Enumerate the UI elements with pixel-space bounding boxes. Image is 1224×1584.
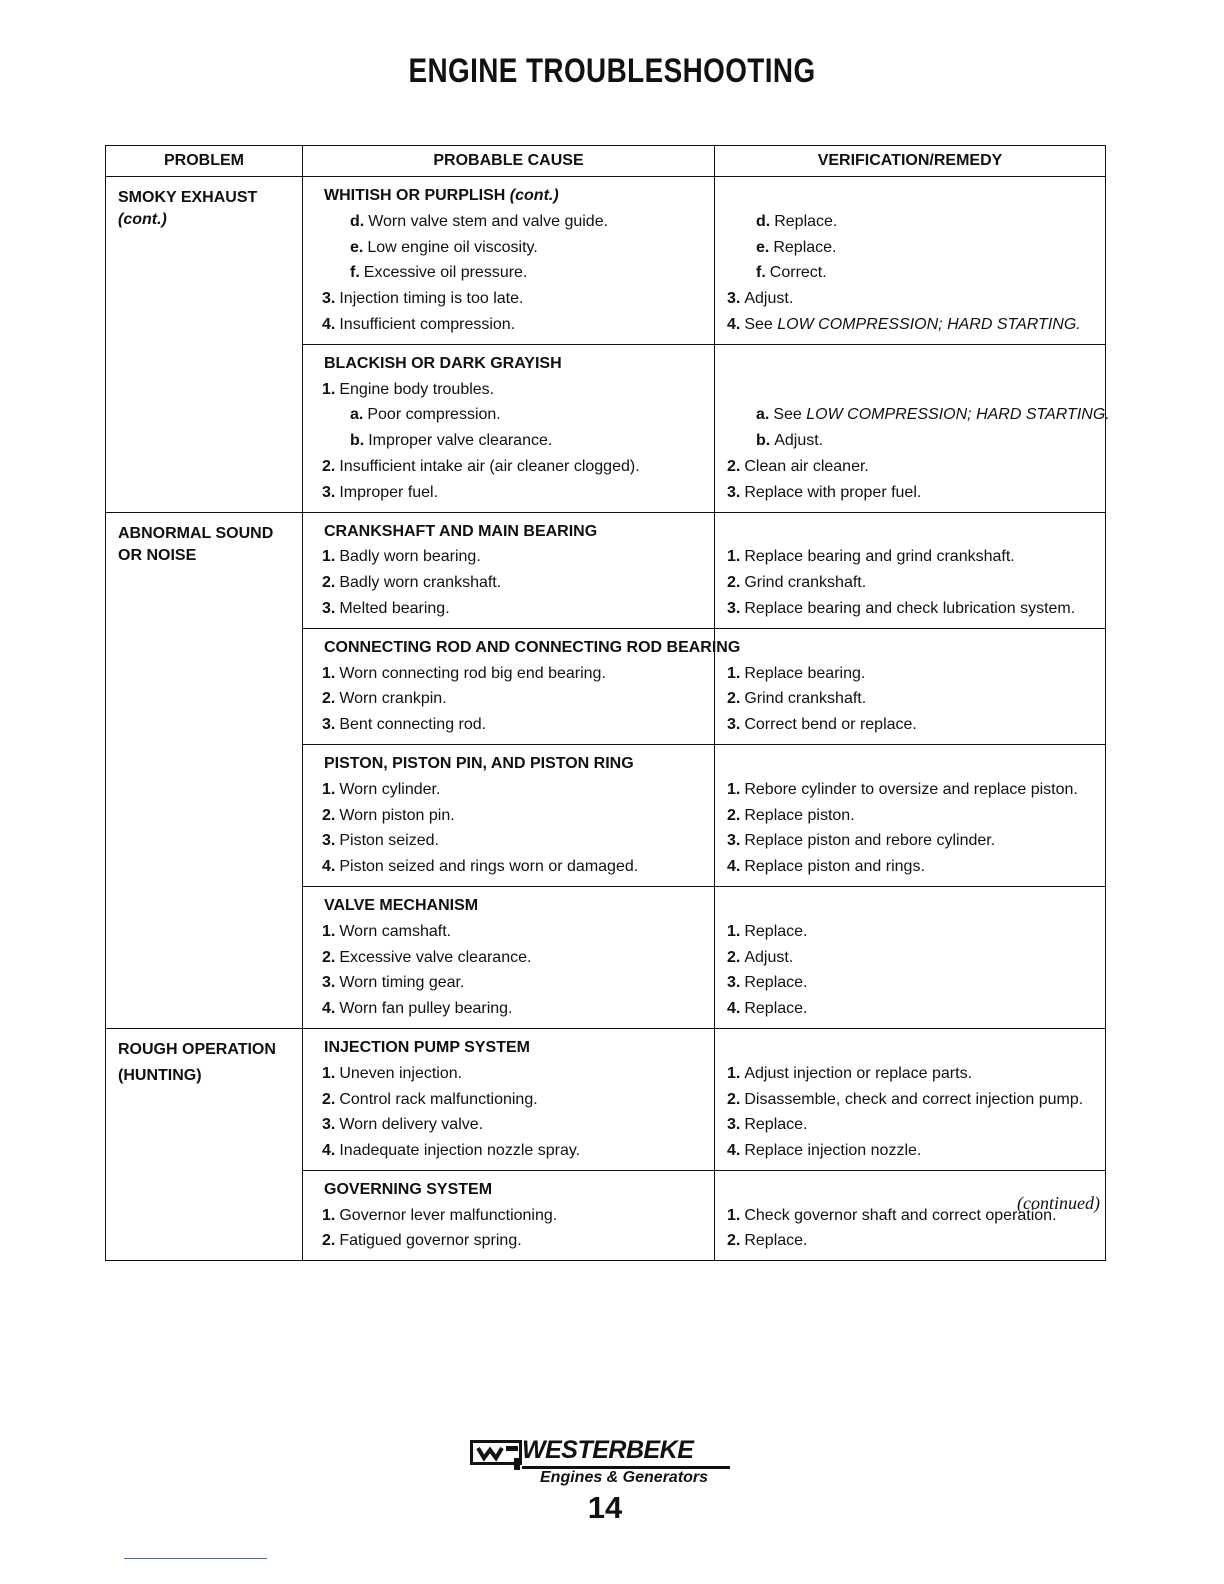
- problem-suffix: (cont.): [118, 211, 167, 228]
- remedy-cell: [715, 628, 1106, 744]
- list-item: 1. Worn cylinder.: [322, 780, 441, 798]
- list-item: d. Worn valve stem and valve guide.: [350, 212, 609, 230]
- list-item: 3. Adjust.: [727, 290, 794, 308]
- list-item: 2. Worn crankpin.: [322, 690, 447, 708]
- list-item: 3. Piston seized.: [322, 832, 439, 850]
- cause-heading: VALVE MECHANISM: [324, 896, 479, 914]
- list-item: 4. Worn fan pulley bearing.: [322, 1000, 513, 1018]
- remedy-cell: [715, 886, 1106, 1028]
- problem-cell: [106, 1028, 303, 1260]
- remedy-cell: [715, 1028, 1106, 1170]
- cause-cell: [303, 512, 715, 628]
- cause-cell: [303, 1028, 715, 1170]
- list-item: 1. Check governor shaft and correct operation.: [727, 1206, 1057, 1224]
- cause-cell: [303, 628, 741, 744]
- list-item: 2. Disassemble, check and correct injection pump.: [727, 1090, 1084, 1108]
- list-item: 1. Uneven injection.: [322, 1064, 463, 1082]
- cause-cell: [303, 744, 715, 886]
- list-item: 1. Governor lever malfunctioning.: [322, 1206, 558, 1224]
- list-item: 3. Replace bearing and check lubrication system.: [727, 599, 1076, 617]
- list-item: 2. Replace.: [727, 1232, 808, 1250]
- list-item: 3. Bent connecting rod.: [322, 716, 487, 734]
- list-item: 1. Worn connecting rod big end bearing.: [322, 664, 606, 682]
- list-item: 3. Injection timing is too late.: [322, 290, 524, 308]
- list-item: 2. Worn piston pin.: [322, 806, 455, 824]
- continued-note: (continued): [1017, 1193, 1100, 1213]
- cause-cell: [303, 886, 715, 1028]
- table-row: [106, 1028, 1106, 1170]
- troubleshooting-table: [105, 145, 1110, 1261]
- list-item: 1. Rebore cylinder to oversize and replace piston.: [727, 780, 1078, 798]
- list-item: 3. Replace.: [727, 1116, 808, 1134]
- remedy-cell: [715, 344, 1110, 512]
- list-item: 2. Badly worn crankshaft.: [322, 574, 502, 592]
- cause-heading: CONNECTING ROD AND CONNECTING ROD BEARING: [324, 638, 741, 656]
- cause-cell: [303, 1170, 715, 1260]
- remedy-cell: [715, 1170, 1106, 1260]
- list-item: a. See LOW COMPRESSION; HARD STARTING.: [756, 406, 1110, 424]
- list-item: 1. Replace bearing and grind crankshaft.: [727, 548, 1015, 566]
- list-item: 4. Inadequate injection nozzle spray.: [322, 1142, 581, 1160]
- list-item: 1. Replace bearing.: [727, 664, 866, 682]
- list-item: 1. Engine body troubles.: [322, 380, 495, 398]
- list-item: e. Replace.: [756, 238, 837, 256]
- list-item: 4. Replace piston and rings.: [727, 858, 925, 876]
- table-row: [106, 512, 1106, 628]
- problem-label: ABNORMAL SOUND: [118, 524, 274, 542]
- list-item: 2. Grind crankshaft.: [727, 690, 867, 708]
- problem-label: (HUNTING): [118, 1066, 202, 1084]
- cause-heading: PISTON, PISTON PIN, AND PISTON RING: [324, 754, 634, 772]
- list-item: 3. Improper fuel.: [322, 483, 439, 501]
- list-item: d. Replace.: [756, 212, 838, 230]
- remedy-cell: [715, 177, 1106, 345]
- problem-label: ROUGH OPERATION: [118, 1040, 276, 1058]
- logo-brand: WESTERBEKE: [522, 1436, 694, 1464]
- cause-heading: INJECTION PUMP SYSTEM: [324, 1038, 530, 1056]
- cause-heading: CRANKSHAFT AND MAIN BEARING: [324, 522, 598, 540]
- list-item: b. Adjust.: [756, 432, 824, 450]
- list-item: 2. Replace piston.: [727, 806, 855, 824]
- list-item: 4. Piston seized and rings worn or damaged.: [322, 858, 639, 876]
- problem-cell: [106, 177, 303, 513]
- cause-heading: WHITISH OR PURPLISH (cont.): [324, 187, 559, 204]
- problem-label: OR NOISE: [118, 546, 197, 564]
- list-item: 2. Clean air cleaner.: [727, 457, 869, 475]
- remedy-cell: [715, 512, 1106, 628]
- list-item: f. Excessive oil pressure.: [350, 264, 528, 282]
- page-number: 14: [587, 1490, 623, 1525]
- logo-tagline: Engines & Generators: [540, 1469, 709, 1486]
- list-item: e. Low engine oil viscosity.: [350, 238, 538, 256]
- divider: [124, 1558, 267, 1559]
- list-item: 2. Fatigued governor spring.: [322, 1232, 522, 1250]
- cause-cell: [303, 344, 715, 512]
- list-item: 4. Replace injection nozzle.: [727, 1142, 922, 1160]
- column-header-problem: PROBLEM: [106, 146, 303, 177]
- table-row: [106, 177, 1106, 345]
- page-title: ENGINE TROUBLESHOOTING: [408, 52, 816, 90]
- list-item: 4. Replace.: [727, 1000, 808, 1018]
- list-item: 2. Control rack malfunctioning.: [322, 1090, 538, 1108]
- list-item: 4. Insufficient compression.: [322, 315, 516, 333]
- table-header-row: [106, 146, 1106, 177]
- column-header-verification-remedy: VERIFICATION/REMEDY: [715, 146, 1106, 177]
- list-item: 3. Melted bearing.: [322, 599, 450, 617]
- list-item: 1. Replace.: [727, 922, 808, 940]
- westerbeke-logo: [470, 1436, 740, 1496]
- list-item: 3. Replace with proper fuel.: [727, 483, 922, 501]
- list-item: 1. Badly worn bearing.: [322, 548, 481, 566]
- list-item: a. Poor compression.: [350, 406, 501, 424]
- list-item: 3. Worn timing gear.: [322, 974, 465, 992]
- list-item: 1. Worn camshaft.: [322, 922, 452, 940]
- column-header-probable-cause: PROBABLE CAUSE: [303, 146, 715, 177]
- list-item: 2. Adjust.: [727, 948, 794, 966]
- problem-label: SMOKY EXHAUST: [118, 189, 258, 206]
- list-item: 3. Correct bend or replace.: [727, 716, 917, 734]
- list-item: 2. Insufficient intake air (air cleaner clogged).: [322, 457, 640, 475]
- problem-cell: [106, 512, 303, 1028]
- list-item: 3. Replace.: [727, 974, 808, 992]
- list-item: 2. Grind crankshaft.: [727, 574, 867, 592]
- list-item: 3. Replace piston and rebore cylinder.: [727, 832, 996, 850]
- remedy-cell: [715, 744, 1106, 886]
- cause-heading: BLACKISH OR DARK GRAYISH: [324, 354, 562, 372]
- list-item: 3. Worn delivery valve.: [322, 1116, 484, 1134]
- list-item: b. Improper valve clearance.: [350, 432, 553, 450]
- list-item: 4. See LOW COMPRESSION; HARD STARTING.: [727, 315, 1081, 333]
- list-item: 2. Excessive valve clearance.: [322, 948, 532, 966]
- westerbeke-w-logo-icon: [470, 1440, 522, 1470]
- list-item: f. Correct.: [756, 264, 827, 282]
- cause-cell: [303, 177, 715, 345]
- cause-heading: GOVERNING SYSTEM: [324, 1180, 493, 1198]
- list-item: 1. Adjust injection or replace parts.: [727, 1064, 973, 1082]
